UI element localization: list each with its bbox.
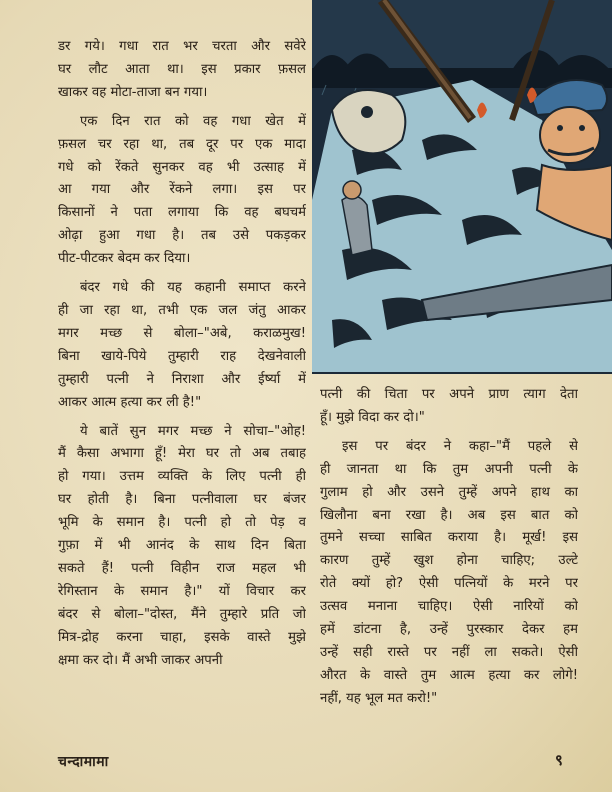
text-line: कारण तुम्हें खुश होना चाहिए; उल्टे bbox=[320, 553, 578, 569]
paragraph bbox=[58, 277, 306, 414]
text-line: भूमि के समान है। पत्नी हो तो पेड़ व bbox=[58, 515, 306, 531]
text-line: तुमने सच्चा साबित कराया है। मूर्ख! इस bbox=[320, 530, 578, 546]
text-line: फ़सल चर रहा था, तब दूर पर एक मादा bbox=[58, 136, 306, 152]
text-line: हमें डांटना है, उन्हें पुरस्कार देकर हम bbox=[320, 622, 578, 638]
text-line: एक दिन रात को वह गधा खेत में bbox=[80, 113, 306, 129]
text-line: मैं कैसा अभागा हूँ! मेरा घर तो अब तबाह bbox=[58, 446, 306, 462]
paragraph bbox=[58, 36, 306, 105]
text-line: किसानों ने पता लगाया कि वह बघचर्म bbox=[58, 205, 306, 221]
text-line: गुफ़ा में भी आनंद के साथ दिन बिता bbox=[58, 538, 306, 554]
text-line: बंदर गधे की यह कहानी समाप्त करने bbox=[80, 280, 306, 296]
text-line: बिना खाये-पिये तुम्हारी राह देखनेवाली bbox=[58, 348, 306, 364]
text-line: हूँ। मुझे विदा कर दो।" bbox=[320, 409, 425, 425]
text-line: घर लौट आता था। इस प्रकार फ़सल bbox=[58, 61, 306, 77]
paragraph bbox=[320, 436, 578, 711]
text-line: डर गये। गधा रात भर चरता और सवेरे bbox=[58, 39, 306, 54]
text-line: ये बातें सुन मगर मच्छ ने सोचा–"ओह! bbox=[80, 423, 306, 439]
text-line: पत्नी की चिता पर अपने प्राण त्याग देता bbox=[320, 387, 578, 402]
left-text-column bbox=[58, 36, 306, 672]
text-line: बंदर से बोला–"दोस्त, मैंने तुम्हारे प्रति जो bbox=[58, 606, 306, 622]
text-line: ओढ़ा हुआ गधा है। तब उसे पकड़कर bbox=[58, 228, 306, 244]
text-line: तुम्हारी पत्नी ने निराशा और ईर्ष्या में bbox=[58, 371, 306, 387]
text-line: खिलौना बना रखा है। अब इस बात को bbox=[320, 507, 578, 523]
page-number: ९ bbox=[555, 751, 563, 769]
text-line: सकते हैं! पत्नी विहीन राज महल भी bbox=[58, 560, 306, 576]
text-line: आकर आत्म हत्या कर ली है!" bbox=[58, 394, 202, 410]
right-text-column bbox=[320, 384, 578, 711]
paragraph bbox=[320, 384, 578, 430]
text-line: पीट-पीटकर बेदम कर दिया। bbox=[58, 251, 191, 267]
text-line: हो गया। उत्तम व्यक्ति के लिए पत्नी ही bbox=[58, 469, 306, 485]
text-line: मगर मच्छ से बोला–"अबे, कराळमुख! bbox=[58, 325, 306, 341]
text-line: इस पर बंदर ने कहा–"मैं पहले से bbox=[342, 438, 578, 454]
story-illustration bbox=[312, 0, 612, 374]
text-line: क्षमा कर दो। मैं अभी जाकर अपनी bbox=[58, 652, 223, 668]
text-line: उन्हें सही रास्ते पर नहीं ला सकते। ऐसी bbox=[320, 644, 578, 660]
text-line: औरत के वास्ते तुम आत्म हत्या कर लोगे! bbox=[320, 667, 578, 683]
text-line: नहीं, यह भूल मत करो!" bbox=[320, 690, 438, 706]
text-line: रोते क्यों हो? ऐसी पत्नियों के मरने पर bbox=[320, 576, 578, 592]
text-line: गधे को रेंकते सुनकर वह भी उत्साह में bbox=[58, 159, 306, 175]
text-line: उत्सव मनाना चाहिए। ऐसी नारियों को bbox=[320, 599, 578, 615]
text-line: खाकर वह मोटा-ताजा बन गया। bbox=[58, 84, 208, 100]
text-line: आ गया और रेंकने लगा। इस पर bbox=[58, 182, 306, 198]
text-line: घर होती है। बिना पत्नीवाला घर बंजर bbox=[58, 492, 306, 508]
paragraph bbox=[58, 421, 306, 673]
text-line: गुलाम हो और उसने तुम्हें अपने हाथ का bbox=[320, 484, 578, 500]
paragraph bbox=[58, 111, 306, 271]
magazine-title: चन्दामामा bbox=[58, 754, 109, 770]
text-line: रेगिस्तान के समान है।" यों विचार कर bbox=[58, 583, 306, 599]
text-line: ही जा रहा था, तभी एक जल जंतु आकर bbox=[58, 302, 306, 318]
text-line: मित्र-द्रोह करना चाहा, इसके वास्ते मुझे bbox=[58, 629, 306, 645]
text-line: ही जानता था कि तुम अपनी पत्नी के bbox=[320, 461, 578, 477]
